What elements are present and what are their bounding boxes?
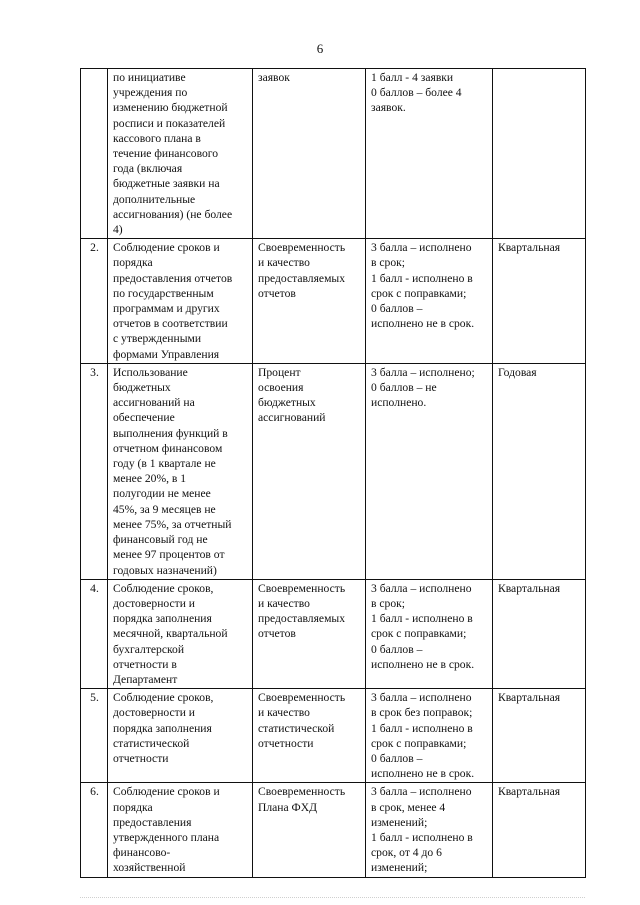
- cell-line: отчетном финансовом: [113, 441, 223, 455]
- cell-line: Департамент: [113, 672, 178, 686]
- cell-line: срок, от 4 до 6: [371, 846, 442, 860]
- cell-line: ассигнований на: [113, 396, 195, 410]
- cell-line: Квартальная: [498, 581, 561, 595]
- cell-line: 0 баллов –: [371, 302, 423, 316]
- row-number: 2.: [81, 239, 108, 364]
- cell-line: статистической: [258, 721, 335, 735]
- cell-line: в срок без поправок;: [371, 706, 473, 720]
- cell-line: 3 балла – исполнено;: [371, 365, 475, 379]
- period-cell: [493, 689, 586, 783]
- period-cell: [493, 579, 586, 688]
- cell-line: формами Управления: [113, 347, 220, 361]
- cell-line: в срок;: [371, 596, 405, 610]
- cell-line: Соблюдение сроков и: [113, 785, 220, 799]
- cell-line: исполнено не в срок.: [371, 657, 475, 671]
- cell-line: Соблюдение сроков и: [113, 241, 220, 255]
- cell-line: и качество: [258, 256, 310, 270]
- cell-line: по инициативе: [113, 71, 186, 84]
- cell-line: порядка заполнения: [113, 721, 212, 735]
- cell-line: бюджетных: [113, 381, 171, 395]
- cell-line: течение финансового: [113, 147, 219, 161]
- cell-line: предоставляемых: [258, 612, 345, 626]
- row-number: 4.: [81, 579, 108, 688]
- page-number: 6: [316, 41, 324, 56]
- cell-line: освоения: [258, 381, 304, 395]
- indicator-cell: [253, 239, 366, 364]
- criterion-cell: [108, 69, 253, 239]
- score-cell: [366, 783, 493, 877]
- indicator-cell: [253, 783, 366, 877]
- cell-line: Использование: [113, 365, 188, 379]
- cell-line: выполнения функций в: [113, 426, 228, 440]
- cell-line: хозяйственной: [113, 861, 186, 875]
- cell-line: Соблюдение сроков,: [113, 691, 214, 705]
- table-row: [81, 783, 586, 877]
- cell-line: заявок: [258, 71, 290, 84]
- score-cell: [366, 689, 493, 783]
- cell-line: 0 баллов – не: [371, 381, 437, 395]
- cell-line: срок с поправками;: [371, 286, 467, 300]
- score-cell: [366, 69, 493, 239]
- cell-line: в срок;: [371, 256, 405, 270]
- cell-line: 0 баллов –: [371, 642, 423, 656]
- cell-line: менее 97 процентов от: [113, 548, 225, 562]
- cell-line: полугодии не менее: [113, 487, 211, 501]
- cell-line: порядка заполнения: [113, 612, 212, 626]
- cell-line: Квартальная: [498, 691, 561, 705]
- cell-line: Процент: [258, 365, 301, 379]
- cell-line: отчетов: [258, 286, 296, 300]
- cell-line: 4): [113, 223, 123, 237]
- cell-line: Годовая: [498, 365, 537, 379]
- cell-line: учреждения по: [113, 86, 188, 100]
- cell-line: Соблюдение сроков,: [113, 581, 214, 595]
- criteria-table: [80, 68, 586, 878]
- cell-line: достоверности и: [113, 596, 195, 610]
- cell-line: 3 балла – исполнено: [371, 785, 472, 799]
- cell-line: порядка: [113, 800, 153, 814]
- cell-line: Своевременность: [258, 691, 346, 705]
- period-cell: [493, 69, 586, 239]
- cell-line: предоставления: [113, 815, 192, 829]
- cell-line: Своевременность: [258, 581, 346, 595]
- cell-line: 3 балла – исполнено: [371, 691, 472, 705]
- cell-line: статистической: [113, 736, 190, 750]
- cell-line: бюджетные заявки на: [113, 177, 220, 191]
- indicator-cell: [253, 69, 366, 239]
- cell-line: ассигнований: [258, 411, 326, 425]
- score-cell: [366, 363, 493, 579]
- table-row: [81, 239, 586, 364]
- cell-line: исполнено не в срок.: [371, 317, 475, 331]
- cell-line: Своевременность: [258, 785, 346, 799]
- cell-line: года (включая: [113, 162, 183, 176]
- cell-line: ассигнования) (не более: [113, 207, 233, 221]
- period-cell: [493, 783, 586, 877]
- score-cell: [366, 579, 493, 688]
- table-row: [81, 69, 586, 239]
- cell-line: и качество: [258, 706, 310, 720]
- row-number: 3.: [81, 363, 108, 579]
- row-number: 5.: [81, 689, 108, 783]
- cell-line: предоставления отчетов: [113, 271, 233, 285]
- cell-line: срок с поправками;: [371, 627, 467, 641]
- cell-line: и качество: [258, 596, 310, 610]
- cell-line: 1 балл - исполнено в: [371, 830, 473, 844]
- cell-line: с утвержденными: [113, 332, 202, 346]
- cell-line: в срок, менее 4: [371, 800, 446, 814]
- cell-line: бюджетных: [258, 396, 316, 410]
- cell-line: достоверности и: [113, 706, 195, 720]
- cell-line: росписи и показателей: [113, 116, 226, 130]
- cell-line: месячной, квартальной: [113, 627, 228, 641]
- cell-line: изменению бюджетной: [113, 101, 228, 115]
- cell-line: изменений;: [371, 861, 428, 875]
- cell-line: Своевременность: [258, 241, 346, 255]
- criterion-cell: [108, 689, 253, 783]
- indicator-cell: [253, 363, 366, 579]
- cell-line: 1 балл - исполнено в: [371, 612, 473, 626]
- cell-line: году (в 1 квартале не: [113, 457, 216, 471]
- cell-line: исполнено не в срок.: [371, 767, 475, 781]
- score-cell: [366, 239, 493, 364]
- indicator-cell: [253, 579, 366, 688]
- indicator-cell: [253, 689, 366, 783]
- cell-line: 3 балла – исполнено: [371, 241, 472, 255]
- cell-line: Плана ФХД: [258, 800, 317, 814]
- cell-line: исполнено.: [371, 396, 427, 410]
- row-number: [81, 69, 108, 239]
- cell-line: дополнительные: [113, 192, 196, 206]
- cell-line: отчетности: [258, 736, 314, 750]
- row-number: 6.: [81, 783, 108, 877]
- cell-line: предоставляемых: [258, 271, 345, 285]
- cell-line: 0 баллов –: [371, 751, 423, 765]
- cell-line: бухгалтерской: [113, 642, 185, 656]
- cell-line: обеспечение: [113, 411, 175, 425]
- criterion-cell: [108, 239, 253, 364]
- cell-line: 0 баллов – более 4: [371, 86, 462, 100]
- cell-line: финансовый год не: [113, 533, 208, 547]
- table-row: [81, 689, 586, 783]
- period-cell: [493, 239, 586, 364]
- cell-line: утвержденного плана: [113, 830, 220, 844]
- cell-line: 1 балл - исполнено в: [371, 721, 473, 735]
- cell-line: финансово-: [113, 846, 171, 860]
- table-body: [81, 69, 586, 878]
- cell-line: 45%, за 9 месяцев не: [113, 502, 216, 516]
- cell-line: изменений;: [371, 815, 428, 829]
- cell-line: менее 20%, в 1: [113, 472, 187, 486]
- cell-line: 1 балл - 4 заявки: [371, 71, 454, 84]
- criterion-cell: [108, 579, 253, 688]
- table-row: [81, 579, 586, 688]
- cell-line: отчетов: [258, 627, 296, 641]
- cell-line: 3 балла – исполнено: [371, 581, 472, 595]
- cell-line: порядка: [113, 256, 153, 270]
- criterion-cell: [108, 783, 253, 877]
- cell-line: программам и других: [113, 302, 220, 316]
- cell-line: менее 75%, за отчетный: [113, 517, 232, 531]
- table-row: [81, 363, 586, 579]
- page-edge-divider: [80, 897, 585, 901]
- cell-line: отчетности в: [113, 657, 177, 671]
- cell-line: кассового плана в: [113, 131, 201, 145]
- cell-line: отчетов в соответствии: [113, 317, 228, 331]
- criterion-cell: [108, 363, 253, 579]
- cell-line: годовых назначений): [113, 563, 217, 577]
- cell-line: отчетности: [113, 751, 169, 765]
- cell-line: по государственным: [113, 286, 214, 300]
- cell-line: Квартальная: [498, 241, 561, 255]
- cell-line: 1 балл - исполнено в: [371, 271, 473, 285]
- cell-line: Квартальная: [498, 785, 561, 799]
- cell-line: заявок.: [371, 101, 406, 115]
- period-cell: [493, 363, 586, 579]
- cell-line: срок с поправками;: [371, 736, 467, 750]
